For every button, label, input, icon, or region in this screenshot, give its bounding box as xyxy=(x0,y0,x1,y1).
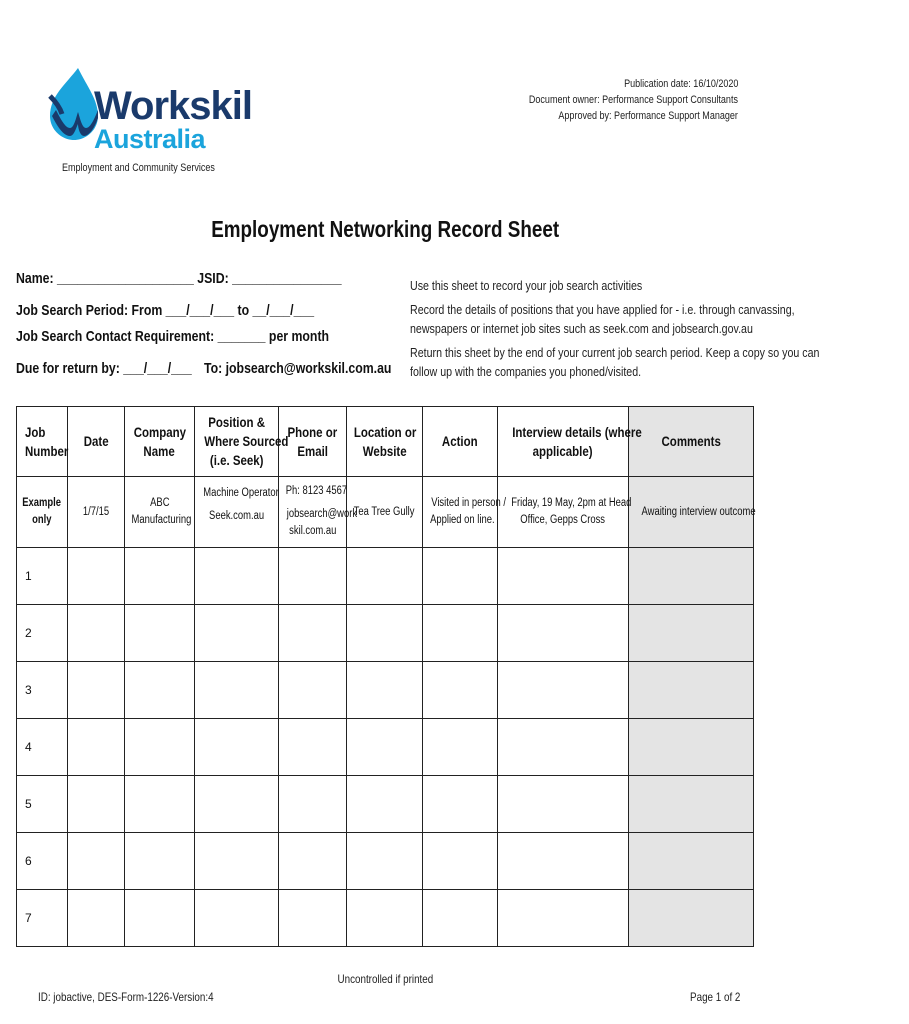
row-number: 7 xyxy=(17,890,68,947)
phone-cell[interactable] xyxy=(279,833,347,890)
table-header-row xyxy=(17,407,754,477)
date-cell[interactable] xyxy=(68,605,125,662)
company-cell[interactable] xyxy=(125,890,195,947)
comments-cell[interactable] xyxy=(629,605,754,662)
due-date-field[interactable]: Due for return by: ___/___/___ xyxy=(16,360,192,377)
contact-requirement-field[interactable]: Job Search Contact Requirement: _______ per month xyxy=(16,328,330,345)
company-cell[interactable] xyxy=(125,719,195,776)
location-cell[interactable] xyxy=(347,662,423,719)
example-position: Machine Operator Seek.com.au xyxy=(195,477,279,548)
page-number: Page 1 of 2 xyxy=(689,990,740,1004)
comments-cell[interactable] xyxy=(629,719,754,776)
header-position: Position & Where Sourced (i.e. Seek) xyxy=(195,407,279,477)
position-cell[interactable] xyxy=(195,548,279,605)
date-cell[interactable] xyxy=(68,719,125,776)
row-number: 1 xyxy=(17,548,68,605)
location-cell[interactable] xyxy=(347,605,423,662)
table-row xyxy=(17,605,754,662)
table-row xyxy=(17,776,754,833)
form-id: ID: jobactive, DES-Form-1226-Version:4 xyxy=(38,990,214,1004)
logo-tagline: Employment and Community Services xyxy=(62,162,215,174)
company-cell[interactable] xyxy=(125,776,195,833)
table-row xyxy=(17,548,754,605)
row-number: 2 xyxy=(17,605,68,662)
table-row xyxy=(17,719,754,776)
example-location: Tea Tree Gully xyxy=(347,477,423,548)
location-cell[interactable] xyxy=(347,890,423,947)
position-cell[interactable] xyxy=(195,890,279,947)
location-cell[interactable] xyxy=(347,719,423,776)
example-action: Visited in person / Applied on line. xyxy=(423,477,498,548)
date-cell[interactable] xyxy=(68,776,125,833)
phone-cell[interactable] xyxy=(279,605,347,662)
phone-cell[interactable] xyxy=(279,548,347,605)
instruction-line: follow up with the companies you phoned/visited. xyxy=(410,364,642,379)
comments-cell[interactable] xyxy=(629,890,754,947)
instructions xyxy=(410,276,820,386)
example-interview: Friday, 19 May, 2pm at Head Office, Gepps Cross xyxy=(498,477,629,548)
phone-cell[interactable] xyxy=(279,776,347,833)
date-cell[interactable] xyxy=(68,833,125,890)
action-cell[interactable] xyxy=(423,776,498,833)
workskil-logo xyxy=(44,64,252,179)
company-cell[interactable] xyxy=(125,833,195,890)
phone-cell[interactable] xyxy=(279,719,347,776)
location-cell[interactable] xyxy=(347,833,423,890)
table-row xyxy=(17,662,754,719)
header-phone: Phone or Email xyxy=(279,407,347,477)
location-cell[interactable] xyxy=(347,776,423,833)
header-location: Location or Website xyxy=(347,407,423,477)
instruction-line: Return this sheet by the end of your current job search period. Keep a copy so you can xyxy=(410,345,820,360)
publication-date: Publication date: 16/10/2020 xyxy=(623,78,738,90)
instruction-line: Record the details of positions that you have applied for - i.e. through canvassing, xyxy=(410,302,795,317)
header-interview: Interview details (where applicable) xyxy=(498,407,629,477)
header-company: Company Name xyxy=(125,407,195,477)
position-cell[interactable] xyxy=(195,776,279,833)
header-date: Date xyxy=(68,407,125,477)
page-title: Employment Networking Record Sheet xyxy=(211,216,559,242)
position-cell[interactable] xyxy=(195,662,279,719)
action-cell[interactable] xyxy=(423,890,498,947)
interview-cell[interactable] xyxy=(498,719,629,776)
table-row xyxy=(17,833,754,890)
example-job-number: Example only xyxy=(17,477,68,548)
instruction-line: Use this sheet to record your job search activities xyxy=(410,278,643,293)
interview-cell[interactable] xyxy=(498,662,629,719)
logo-wordmark: Workskil xyxy=(94,84,252,128)
uncontrolled-note: Uncontrolled if printed xyxy=(337,972,433,986)
company-cell[interactable] xyxy=(125,662,195,719)
comments-cell[interactable] xyxy=(629,548,754,605)
interview-cell[interactable] xyxy=(498,776,629,833)
position-cell[interactable] xyxy=(195,719,279,776)
example-phone: Ph: 8123 4567 jobsearch@work skil.com.au xyxy=(279,477,347,548)
position-cell[interactable] xyxy=(195,605,279,662)
instruction-line: newspapers or internet job sites such as seek.com and jobsearch.gov.au xyxy=(410,321,753,336)
example-row xyxy=(17,477,754,548)
interview-cell[interactable] xyxy=(498,890,629,947)
header-action: Action xyxy=(423,407,498,477)
document-owner: Document owner: Performance Support Consultants xyxy=(528,94,738,106)
action-cell[interactable] xyxy=(423,548,498,605)
row-number: 4 xyxy=(17,719,68,776)
action-cell[interactable] xyxy=(423,662,498,719)
comments-cell[interactable] xyxy=(629,662,754,719)
interview-cell[interactable] xyxy=(498,548,629,605)
comments-cell[interactable] xyxy=(629,833,754,890)
phone-cell[interactable] xyxy=(279,890,347,947)
job-search-period-field[interactable]: Job Search Period: From ___/___/___ to __/___/___ xyxy=(16,302,315,319)
table-row xyxy=(17,890,754,947)
publication-info xyxy=(483,76,738,124)
logo-subtitle: Australia xyxy=(94,124,206,154)
interview-cell[interactable] xyxy=(498,605,629,662)
date-cell[interactable] xyxy=(68,662,125,719)
company-cell[interactable] xyxy=(125,605,195,662)
comments-cell[interactable] xyxy=(629,776,754,833)
action-cell[interactable] xyxy=(423,605,498,662)
phone-cell[interactable] xyxy=(279,662,347,719)
interview-cell[interactable] xyxy=(498,833,629,890)
header-comments: Comments xyxy=(629,407,754,477)
record-table xyxy=(16,406,754,947)
company-cell[interactable] xyxy=(125,548,195,605)
example-company: ABC Manufacturing xyxy=(125,477,195,548)
approved-by: Approved by: Performance Support Manager xyxy=(558,110,738,122)
row-number: 5 xyxy=(17,776,68,833)
row-number: 6 xyxy=(17,833,68,890)
location-cell[interactable] xyxy=(347,548,423,605)
action-cell[interactable] xyxy=(423,719,498,776)
example-comments: Awaiting interview outcome xyxy=(629,477,754,548)
row-number: 3 xyxy=(17,662,68,719)
position-cell[interactable] xyxy=(195,833,279,890)
date-cell[interactable] xyxy=(68,890,125,947)
example-date: 1/7/15 xyxy=(68,477,125,548)
action-cell[interactable] xyxy=(423,833,498,890)
name-jsid-field[interactable]: Name: ____________________ JSID: ________________ xyxy=(16,270,342,287)
header-job-number: Job Number xyxy=(17,407,68,477)
return-email: To: jobsearch@workskil.com.au xyxy=(204,360,392,377)
date-cell[interactable] xyxy=(68,548,125,605)
